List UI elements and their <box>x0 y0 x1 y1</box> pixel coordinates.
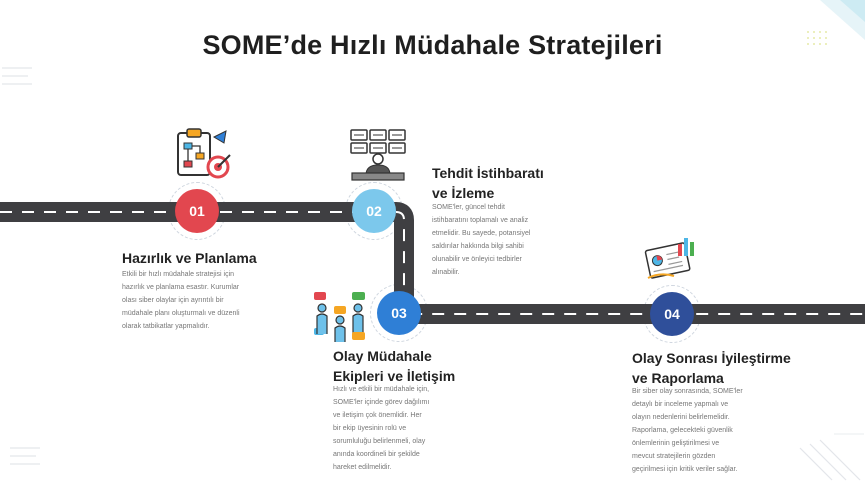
monitoring-operator-icon <box>348 127 408 183</box>
decorative-lines-bottom-left <box>8 440 48 480</box>
step-3-description-line: Hızlı ve etkili bir müdahale için, <box>333 386 430 393</box>
step-1-title-line: Hazırlık ve Planlama <box>122 250 257 266</box>
step-3-title-line: Ekipleri ve İletişim <box>333 368 456 384</box>
step-3-description-line: bir ekip üyesinin rolü ve <box>333 425 407 432</box>
step-4-description-line: mevcut stratejilerin gözden <box>632 453 716 460</box>
step-2-number-badge: 02 <box>352 189 396 233</box>
step-4-description-line: geçirilmesi için kritik veriler sağlar. <box>632 466 738 473</box>
decorative-lines-left <box>0 60 40 100</box>
step-4-description <box>632 385 780 476</box>
step-4-description-line: Raporlama, gelecekteki güvenlik <box>632 427 733 434</box>
step-4-description-line: önlemlerinin geliştirilmesi ve <box>632 440 720 447</box>
step-4-title-line: ve Raporlama <box>632 370 724 386</box>
step-4-title-line: Olay Sonrası İyileştirme <box>632 350 791 366</box>
step-4-title <box>632 348 832 388</box>
step-2-description-line: etmelidir. Bu sayede, potansiyel <box>432 230 531 237</box>
step-3-description <box>333 383 465 474</box>
step-4-description-line: olayın nedenlerini belirlemelidir. <box>632 414 730 421</box>
page-title: SOME’de Hızlı Müdahale Stratejileri <box>202 30 663 60</box>
step-3-title-line: Olay Müdahale <box>333 348 432 364</box>
step-2-description-line: saldırılar hakkında bilgi sahibi <box>432 243 524 250</box>
step-2-description-line: istihbaratını toplamalı ve analiz <box>432 217 529 224</box>
step-3-description-line: ve iletişim çok önemlidir. Her <box>333 412 422 419</box>
step-1-title <box>122 248 322 268</box>
step-2-description-line: olunabilir ve önleyici tedbirler <box>432 256 522 263</box>
step-3-description-line: SOME'ler içinde görev dağılımı <box>333 399 430 406</box>
step-2-title-line: ve İzleme <box>432 185 495 201</box>
step-1-number-badge: 01 <box>175 189 219 233</box>
step-1-description <box>122 268 302 333</box>
step-1-description-line: Etkili bir hızlı müdahale stratejisi için <box>122 271 235 278</box>
step-1-description-line: hazırlık ve planlama esastır. Kurumlar <box>122 284 240 291</box>
decorative-lines-bottom-right <box>780 430 865 486</box>
step-2-title-line: Tehdit İstihbaratı <box>432 165 544 181</box>
step-4-description-line: Bir siber olay sonrasında, SOME'ler <box>632 388 743 395</box>
decorative-triangle-top-right <box>800 0 865 60</box>
step-2-description-line: SOME'ler, güncel tehdit <box>432 204 505 211</box>
step-1-description-line: müdahale planı oluşturmalı ve düzenli <box>122 310 240 317</box>
step-3-description-line: sorumluluğu belirlenmeli, olay <box>333 438 426 445</box>
step-3-title <box>333 346 493 386</box>
step-2-description <box>432 201 564 279</box>
step-2-title <box>432 163 592 203</box>
step-2-description-line: alınabilir. <box>432 269 460 276</box>
step-3-description-line: anında koordineli bir şekilde <box>333 451 420 458</box>
team-communication-icon <box>310 288 370 344</box>
step-3-description-line: hareket edilmelidir. <box>333 464 392 471</box>
step-4-number-badge: 04 <box>650 292 694 336</box>
step-4-description-line: detaylı bir inceleme yapmalı ve <box>632 401 729 408</box>
step-1-description-line: olası siber olaylar için ayrıntılı bir <box>122 297 224 304</box>
clipboard-target-icon <box>174 127 234 183</box>
step-1-description-line: olarak tatbikatlar yapmalıdır. <box>122 323 210 330</box>
report-charts-icon <box>640 232 700 282</box>
step-3-number-badge: 03 <box>377 291 421 335</box>
